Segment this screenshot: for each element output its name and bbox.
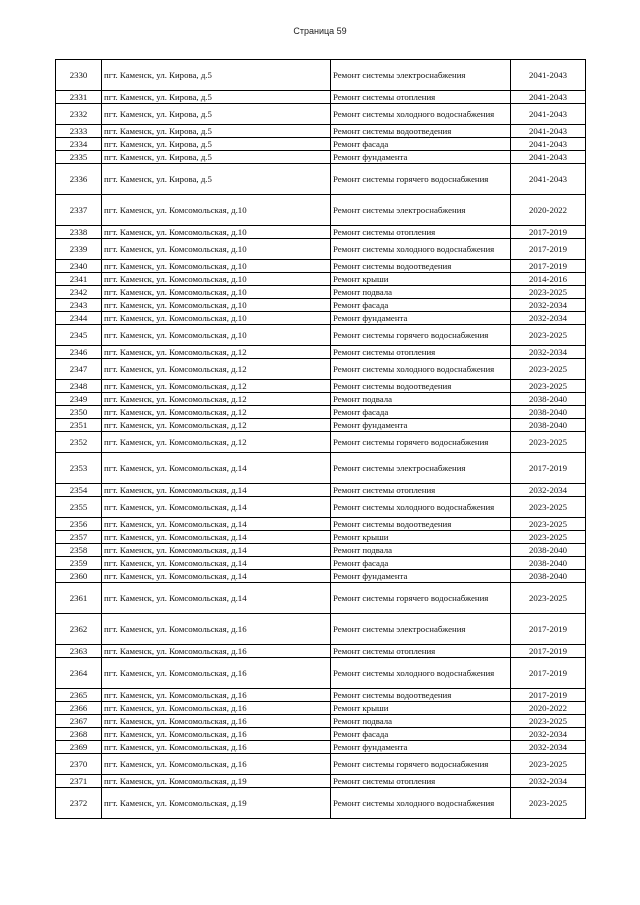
work-type-cell: Ремонт системы горячего водоснабжения bbox=[331, 325, 511, 346]
address-cell: пгт. Каменск, ул. Комсомольская, д.10 bbox=[102, 312, 331, 325]
work-type-cell: Ремонт системы горячего водоснабжения bbox=[331, 583, 511, 614]
period-cell: 2017-2019 bbox=[511, 226, 586, 239]
work-type-cell: Ремонт системы электроснабжения bbox=[331, 195, 511, 226]
address-cell: пгт. Каменск, ул. Кирова, д.5 bbox=[102, 151, 331, 164]
row-number-cell: 2343 bbox=[56, 299, 102, 312]
period-cell: 2023-2025 bbox=[511, 715, 586, 728]
row-number-cell: 2336 bbox=[56, 164, 102, 195]
table-row bbox=[56, 138, 586, 151]
period-cell: 2041-2043 bbox=[511, 164, 586, 195]
row-number-cell: 2359 bbox=[56, 557, 102, 570]
table-row bbox=[56, 484, 586, 497]
period-cell: 2023-2025 bbox=[511, 497, 586, 518]
address-cell: пгт. Каменск, ул. Кирова, д.5 bbox=[102, 91, 331, 104]
table-row bbox=[56, 728, 586, 741]
period-cell: 2041-2043 bbox=[511, 91, 586, 104]
period-cell: 2038-2040 bbox=[511, 406, 586, 419]
period-cell: 2017-2019 bbox=[511, 453, 586, 484]
work-type-cell: Ремонт системы холодного водоснабжения bbox=[331, 239, 511, 260]
address-cell: пгт. Каменск, ул. Комсомольская, д.10 bbox=[102, 239, 331, 260]
row-number-cell: 2337 bbox=[56, 195, 102, 226]
row-number-cell: 2369 bbox=[56, 741, 102, 754]
work-type-cell: Ремонт системы отопления bbox=[331, 91, 511, 104]
table-row bbox=[56, 325, 586, 346]
row-number-cell: 2340 bbox=[56, 260, 102, 273]
table-row bbox=[56, 104, 586, 125]
address-cell: пгт. Каменск, ул. Комсомольская, д.12 bbox=[102, 380, 331, 393]
table-body bbox=[56, 60, 586, 819]
work-type-cell: Ремонт фасада bbox=[331, 299, 511, 312]
table-row bbox=[56, 406, 586, 419]
table-row bbox=[56, 164, 586, 195]
work-type-cell: Ремонт фундамента bbox=[331, 570, 511, 583]
period-cell: 2017-2019 bbox=[511, 645, 586, 658]
work-type-cell: Ремонт системы водоотведения bbox=[331, 689, 511, 702]
period-cell: 2032-2034 bbox=[511, 299, 586, 312]
period-cell: 2038-2040 bbox=[511, 557, 586, 570]
table-row bbox=[56, 359, 586, 380]
work-type-cell: Ремонт фундамента bbox=[331, 741, 511, 754]
address-cell: пгт. Каменск, ул. Комсомольская, д.14 bbox=[102, 583, 331, 614]
address-cell: пгт. Каменск, ул. Комсомольская, д.14 bbox=[102, 518, 331, 531]
address-cell: пгт. Каменск, ул. Комсомольская, д.12 bbox=[102, 393, 331, 406]
period-cell: 2020-2022 bbox=[511, 702, 586, 715]
row-number-cell: 2342 bbox=[56, 286, 102, 299]
work-type-cell: Ремонт фундамента bbox=[331, 151, 511, 164]
period-cell: 2041-2043 bbox=[511, 60, 586, 91]
row-number-cell: 2363 bbox=[56, 645, 102, 658]
address-cell: пгт. Каменск, ул. Комсомольская, д.19 bbox=[102, 788, 331, 819]
period-cell: 2017-2019 bbox=[511, 239, 586, 260]
address-cell: пгт. Каменск, ул. Комсомольская, д.10 bbox=[102, 260, 331, 273]
address-cell: пгт. Каменск, ул. Комсомольская, д.14 bbox=[102, 570, 331, 583]
row-number-cell: 2357 bbox=[56, 531, 102, 544]
row-number-cell: 2356 bbox=[56, 518, 102, 531]
period-cell: 2023-2025 bbox=[511, 518, 586, 531]
address-cell: пгт. Каменск, ул. Комсомольская, д.12 bbox=[102, 346, 331, 359]
work-type-cell: Ремонт системы отопления bbox=[331, 346, 511, 359]
address-cell: пгт. Каменск, ул. Комсомольская, д.12 bbox=[102, 359, 331, 380]
row-number-cell: 2358 bbox=[56, 544, 102, 557]
work-type-cell: Ремонт системы электроснабжения bbox=[331, 614, 511, 645]
table-row bbox=[56, 125, 586, 138]
table-row bbox=[56, 432, 586, 453]
period-cell: 2023-2025 bbox=[511, 359, 586, 380]
table-row bbox=[56, 497, 586, 518]
table-row bbox=[56, 715, 586, 728]
table-row bbox=[56, 312, 586, 325]
address-cell: пгт. Каменск, ул. Комсомольская, д.16 bbox=[102, 658, 331, 689]
address-cell: пгт. Каменск, ул. Комсомольская, д.10 bbox=[102, 325, 331, 346]
table-row bbox=[56, 393, 586, 406]
address-cell: пгт. Каменск, ул. Комсомольская, д.14 bbox=[102, 484, 331, 497]
table-row bbox=[56, 658, 586, 689]
address-cell: пгт. Каменск, ул. Комсомольская, д.10 bbox=[102, 195, 331, 226]
table-row bbox=[56, 346, 586, 359]
work-type-cell: Ремонт фасада bbox=[331, 557, 511, 570]
work-type-cell: Ремонт системы отопления bbox=[331, 226, 511, 239]
table-row bbox=[56, 226, 586, 239]
row-number-cell: 2372 bbox=[56, 788, 102, 819]
row-number-cell: 2335 bbox=[56, 151, 102, 164]
work-type-cell: Ремонт крыши bbox=[331, 273, 511, 286]
row-number-cell: 2368 bbox=[56, 728, 102, 741]
address-cell: пгт. Каменск, ул. Комсомольская, д.16 bbox=[102, 741, 331, 754]
work-type-cell: Ремонт крыши bbox=[331, 702, 511, 715]
row-number-cell: 2350 bbox=[56, 406, 102, 419]
table-row bbox=[56, 689, 586, 702]
period-cell: 2032-2034 bbox=[511, 775, 586, 788]
table-row bbox=[56, 645, 586, 658]
table-row bbox=[56, 286, 586, 299]
address-cell: пгт. Каменск, ул. Комсомольская, д.14 bbox=[102, 453, 331, 484]
table-row bbox=[56, 775, 586, 788]
work-type-cell: Ремонт фасада bbox=[331, 728, 511, 741]
address-cell: пгт. Каменск, ул. Кирова, д.5 bbox=[102, 138, 331, 151]
address-cell: пгт. Каменск, ул. Комсомольская, д.12 bbox=[102, 419, 331, 432]
address-cell: пгт. Каменск, ул. Кирова, д.5 bbox=[102, 60, 331, 91]
row-number-cell: 2330 bbox=[56, 60, 102, 91]
work-type-cell: Ремонт системы холодного водоснабжения bbox=[331, 497, 511, 518]
address-cell: пгт. Каменск, ул. Комсомольская, д.16 bbox=[102, 614, 331, 645]
period-cell: 2032-2034 bbox=[511, 484, 586, 497]
table-row bbox=[56, 299, 586, 312]
row-number-cell: 2370 bbox=[56, 754, 102, 775]
table-row bbox=[56, 60, 586, 91]
row-number-cell: 2334 bbox=[56, 138, 102, 151]
work-type-cell: Ремонт фасада bbox=[331, 406, 511, 419]
page-number-label: Страница 59 bbox=[293, 26, 347, 36]
work-type-cell: Ремонт подвала bbox=[331, 544, 511, 557]
address-cell: пгт. Каменск, ул. Комсомольская, д.12 bbox=[102, 432, 331, 453]
table-row bbox=[56, 702, 586, 715]
repair-schedule-table bbox=[55, 59, 586, 819]
work-type-cell: Ремонт подвала bbox=[331, 715, 511, 728]
work-type-cell: Ремонт системы горячего водоснабжения bbox=[331, 164, 511, 195]
table-row bbox=[56, 788, 586, 819]
period-cell: 2023-2025 bbox=[511, 788, 586, 819]
row-number-cell: 2348 bbox=[56, 380, 102, 393]
period-cell: 2038-2040 bbox=[511, 544, 586, 557]
address-cell: пгт. Каменск, ул. Комсомольская, д.14 bbox=[102, 497, 331, 518]
row-number-cell: 2364 bbox=[56, 658, 102, 689]
address-cell: пгт. Каменск, ул. Комсомольская, д.10 bbox=[102, 273, 331, 286]
table-row bbox=[56, 531, 586, 544]
table-row bbox=[56, 557, 586, 570]
work-type-cell: Ремонт системы водоотведения bbox=[331, 518, 511, 531]
address-cell: пгт. Каменск, ул. Комсомольская, д.10 bbox=[102, 226, 331, 239]
table-row bbox=[56, 380, 586, 393]
table-row bbox=[56, 151, 586, 164]
period-cell: 2017-2019 bbox=[511, 658, 586, 689]
row-number-cell: 2352 bbox=[56, 432, 102, 453]
row-number-cell: 2362 bbox=[56, 614, 102, 645]
period-cell: 2041-2043 bbox=[511, 125, 586, 138]
row-number-cell: 2333 bbox=[56, 125, 102, 138]
period-cell: 2023-2025 bbox=[511, 754, 586, 775]
work-type-cell: Ремонт системы отопления bbox=[331, 775, 511, 788]
row-number-cell: 2332 bbox=[56, 104, 102, 125]
address-cell: пгт. Каменск, ул. Комсомольская, д.16 bbox=[102, 689, 331, 702]
period-cell: 2020-2022 bbox=[511, 195, 586, 226]
table-row bbox=[56, 273, 586, 286]
period-cell: 2038-2040 bbox=[511, 393, 586, 406]
period-cell: 2038-2040 bbox=[511, 419, 586, 432]
table-row bbox=[56, 583, 586, 614]
period-cell: 2023-2025 bbox=[511, 325, 586, 346]
address-cell: пгт. Каменск, ул. Кирова, д.5 bbox=[102, 125, 331, 138]
period-cell: 2041-2043 bbox=[511, 104, 586, 125]
table-row bbox=[56, 453, 586, 484]
work-type-cell: Ремонт системы холодного водоснабжения bbox=[331, 104, 511, 125]
address-cell: пгт. Каменск, ул. Комсомольская, д.14 bbox=[102, 531, 331, 544]
row-number-cell: 2344 bbox=[56, 312, 102, 325]
row-number-cell: 2353 bbox=[56, 453, 102, 484]
row-number-cell: 2354 bbox=[56, 484, 102, 497]
work-type-cell: Ремонт крыши bbox=[331, 531, 511, 544]
work-type-cell: Ремонт системы отопления bbox=[331, 645, 511, 658]
work-type-cell: Ремонт подвала bbox=[331, 393, 511, 406]
table-row bbox=[56, 741, 586, 754]
address-cell: пгт. Каменск, ул. Комсомольская, д.16 bbox=[102, 702, 331, 715]
address-cell: пгт. Каменск, ул. Комсомольская, д.14 bbox=[102, 557, 331, 570]
table-row bbox=[56, 544, 586, 557]
row-number-cell: 2360 bbox=[56, 570, 102, 583]
row-number-cell: 2349 bbox=[56, 393, 102, 406]
period-cell: 2032-2034 bbox=[511, 346, 586, 359]
work-type-cell: Ремонт фундамента bbox=[331, 312, 511, 325]
work-type-cell: Ремонт системы холодного водоснабжения bbox=[331, 788, 511, 819]
row-number-cell: 2351 bbox=[56, 419, 102, 432]
row-number-cell: 2367 bbox=[56, 715, 102, 728]
work-type-cell: Ремонт системы горячего водоснабжения bbox=[331, 754, 511, 775]
address-cell: пгт. Каменск, ул. Комсомольская, д.10 bbox=[102, 286, 331, 299]
period-cell: 2017-2019 bbox=[511, 260, 586, 273]
address-cell: пгт. Каменск, ул. Комсомольская, д.10 bbox=[102, 299, 331, 312]
address-cell: пгт. Каменск, ул. Комсомольская, д.12 bbox=[102, 406, 331, 419]
address-cell: пгт. Каменск, ул. Комсомольская, д.16 bbox=[102, 715, 331, 728]
work-type-cell: Ремонт фасада bbox=[331, 138, 511, 151]
work-type-cell: Ремонт системы горячего водоснабжения bbox=[331, 432, 511, 453]
work-type-cell: Ремонт системы электроснабжения bbox=[331, 453, 511, 484]
address-cell: пгт. Каменск, ул. Кирова, д.5 bbox=[102, 104, 331, 125]
work-type-cell: Ремонт системы водоотведения bbox=[331, 380, 511, 393]
address-cell: пгт. Каменск, ул. Комсомольская, д.16 bbox=[102, 754, 331, 775]
row-number-cell: 2341 bbox=[56, 273, 102, 286]
row-number-cell: 2331 bbox=[56, 91, 102, 104]
row-number-cell: 2371 bbox=[56, 775, 102, 788]
table-row bbox=[56, 518, 586, 531]
row-number-cell: 2355 bbox=[56, 497, 102, 518]
table-row bbox=[56, 570, 586, 583]
period-cell: 2023-2025 bbox=[511, 583, 586, 614]
row-number-cell: 2346 bbox=[56, 346, 102, 359]
period-cell: 2017-2019 bbox=[511, 689, 586, 702]
table-row bbox=[56, 195, 586, 226]
period-cell: 2014-2016 bbox=[511, 273, 586, 286]
period-cell: 2032-2034 bbox=[511, 728, 586, 741]
period-cell: 2041-2043 bbox=[511, 151, 586, 164]
address-cell: пгт. Каменск, ул. Комсомольская, д.16 bbox=[102, 728, 331, 741]
work-type-cell: Ремонт системы электроснабжения bbox=[331, 60, 511, 91]
row-number-cell: 2347 bbox=[56, 359, 102, 380]
period-cell: 2023-2025 bbox=[511, 432, 586, 453]
period-cell: 2023-2025 bbox=[511, 380, 586, 393]
address-cell: пгт. Каменск, ул. Кирова, д.5 bbox=[102, 164, 331, 195]
row-number-cell: 2365 bbox=[56, 689, 102, 702]
address-cell: пгт. Каменск, ул. Комсомольская, д.16 bbox=[102, 645, 331, 658]
row-number-cell: 2366 bbox=[56, 702, 102, 715]
address-cell: пгт. Каменск, ул. Комсомольская, д.14 bbox=[102, 544, 331, 557]
table-row bbox=[56, 419, 586, 432]
period-cell: 2017-2019 bbox=[511, 614, 586, 645]
table-row bbox=[56, 614, 586, 645]
table-row bbox=[56, 239, 586, 260]
period-cell: 2038-2040 bbox=[511, 570, 586, 583]
work-type-cell: Ремонт фундамента bbox=[331, 419, 511, 432]
address-cell: пгт. Каменск, ул. Комсомольская, д.19 bbox=[102, 775, 331, 788]
table-row bbox=[56, 91, 586, 104]
row-number-cell: 2338 bbox=[56, 226, 102, 239]
row-number-cell: 2361 bbox=[56, 583, 102, 614]
period-cell: 2041-2043 bbox=[511, 138, 586, 151]
work-type-cell: Ремонт системы водоотведения bbox=[331, 125, 511, 138]
row-number-cell: 2345 bbox=[56, 325, 102, 346]
work-type-cell: Ремонт системы холодного водоснабжения bbox=[331, 658, 511, 689]
period-cell: 2023-2025 bbox=[511, 531, 586, 544]
period-cell: 2032-2034 bbox=[511, 312, 586, 325]
period-cell: 2032-2034 bbox=[511, 741, 586, 754]
work-type-cell: Ремонт системы водоотведения bbox=[331, 260, 511, 273]
row-number-cell: 2339 bbox=[56, 239, 102, 260]
table-row bbox=[56, 260, 586, 273]
period-cell: 2023-2025 bbox=[511, 286, 586, 299]
table-row bbox=[56, 754, 586, 775]
work-type-cell: Ремонт подвала bbox=[331, 286, 511, 299]
work-type-cell: Ремонт системы отопления bbox=[331, 484, 511, 497]
work-type-cell: Ремонт системы холодного водоснабжения bbox=[331, 359, 511, 380]
